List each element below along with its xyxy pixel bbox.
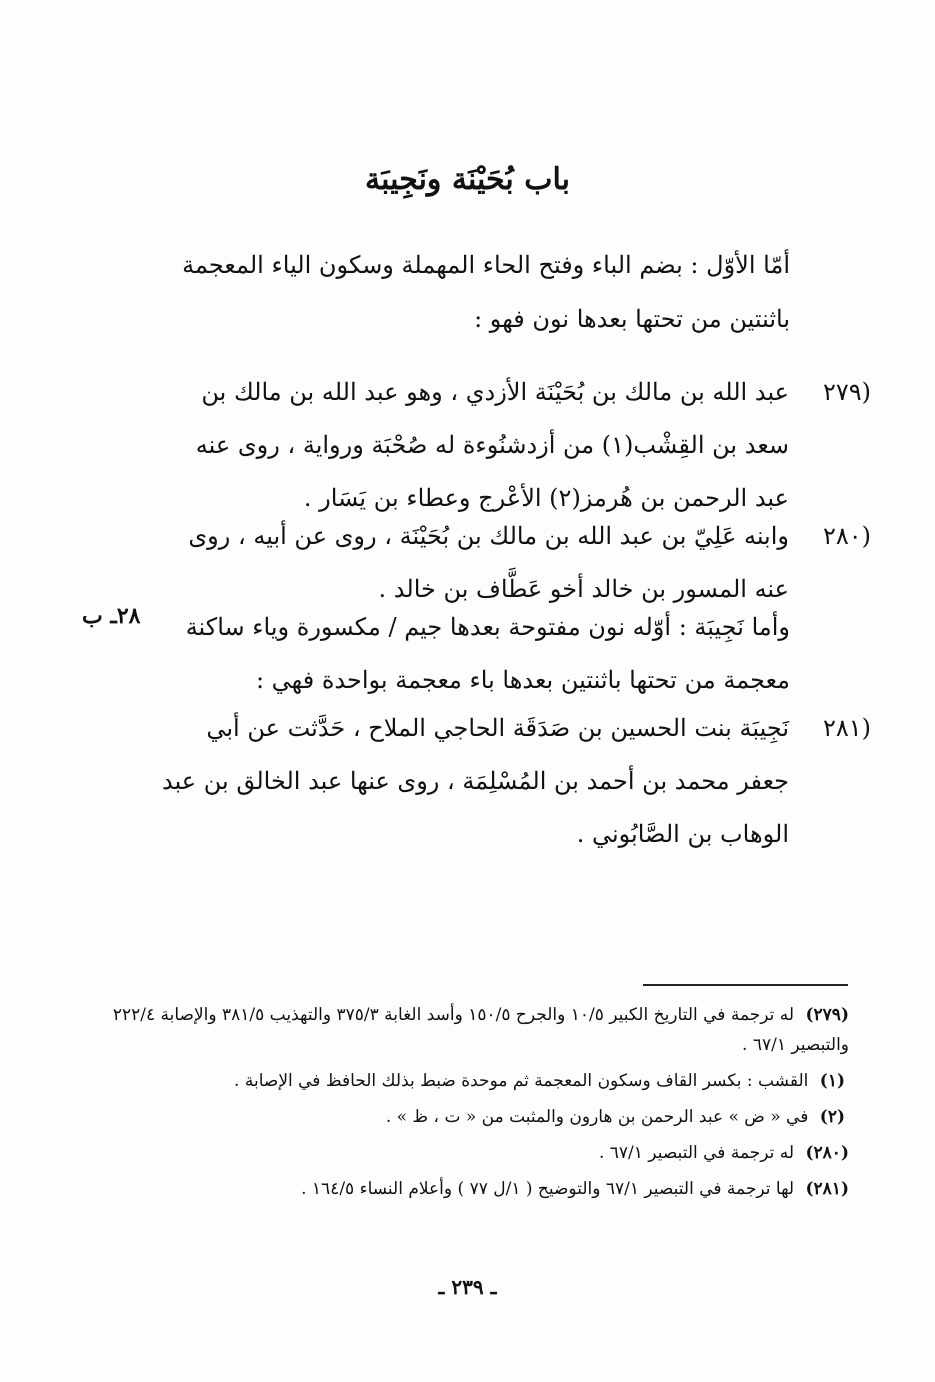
entry-279 (171, 366, 871, 525)
footnote-label: (٢٨٠) (805, 1143, 849, 1163)
footnote (89, 1000, 849, 1060)
footnote-label: (٢٧٩) (805, 1005, 849, 1025)
footnotes (89, 1000, 849, 1210)
page-number: ـ ٢٣٩ ـ (438, 1275, 497, 1299)
entry-text: وابنه عَلِيّ بن عبد الله بن مالك بن بُحَيْنَة ، روى عن أبيه ، روى عنه المسور بن خالد أخو عَطَّاف بن خالد . (188, 522, 789, 603)
manuscript-folio-note: ٢٨ـ ب (82, 603, 141, 629)
entry-number: (٢٧٩ (822, 378, 871, 406)
footnote-divider (643, 984, 848, 986)
entry-number: (٢٨١ (822, 714, 871, 742)
footnote (89, 1066, 845, 1096)
footnote (89, 1174, 849, 1204)
entry-number: (٢٨٠ (822, 522, 871, 550)
footnote-text: له ترجمة في التبصير ٦٧/١ . (598, 1143, 795, 1163)
footnote-text: في « ض » عبد الرحمن بن هارون والمثبت من « ت ، ظ » . (385, 1107, 809, 1127)
footnote (89, 1138, 849, 1168)
footnote-text: له ترجمة في التاريخ الكبير ١٠/٥ والجرح ١٥٠/٥ وأسد الغابة ٣٧٥/٣ والتهذيب ٣٨١/٥ والإصابة ٢٢٢/٤ والتبصير ٦٧/١ . (112, 1005, 849, 1055)
entry-text: نَجِيبَة بنت الحسين بن صَدَقَة الحاجي الملاح ، حَدَّثت عن أبي جعفر محمد بن أحمد بن المُسْلِمَة ، روى عنها عبد الخالق بن عبد الوهاب بن الصَّابُوني . (161, 714, 789, 848)
footnote-text: القشب : بكسر القاف وسكون المعجمة ثم موحدة ضبط بذلك الحافظ في الإصابة . (234, 1071, 809, 1091)
footnote-label: (٢) (819, 1107, 845, 1127)
intro-paragraph: أمّا الأوّل : بضم الباء وفتح الحاء المهملة وسكون الياء المعجمة باثنتين من تحتها بعدها نون فهو : (182, 251, 790, 333)
footnote-label: (٢٨١) (805, 1179, 849, 1199)
entry-281 (161, 702, 871, 861)
footnote (89, 1102, 845, 1132)
footnote-text: لها ترجمة في التبصير ٦٧/١ والتوضيح ( ١/ل ٧٧ ) وأعلام النساء ١٦٤/٥ . (301, 1179, 795, 1199)
entry-text: عبد الله بن مالك بن بُحَيْنَة الأزدي ، وهو عبد الله بن مالك بن سعد بن القِشْب(١) من أزدشنُوءة له صُحْبَة ورواية ، روى عنه عبد الرحمن بن هُرمز(٢) الأعْرج وعطاء بن يَسَار . (195, 378, 789, 512)
footnote-label: (١) (819, 1071, 845, 1091)
second-intro-paragraph: وأما نَجِيبَة : أوّله نون مفتوحة بعدها جيم / مكسورة وياء ساكنة معجمة من تحتها باثنتين بعدها باء معجمة بواحدة فهي : (185, 613, 790, 694)
chapter-title: باب بُحَيْنَة ونَجِيبَة (365, 162, 570, 197)
